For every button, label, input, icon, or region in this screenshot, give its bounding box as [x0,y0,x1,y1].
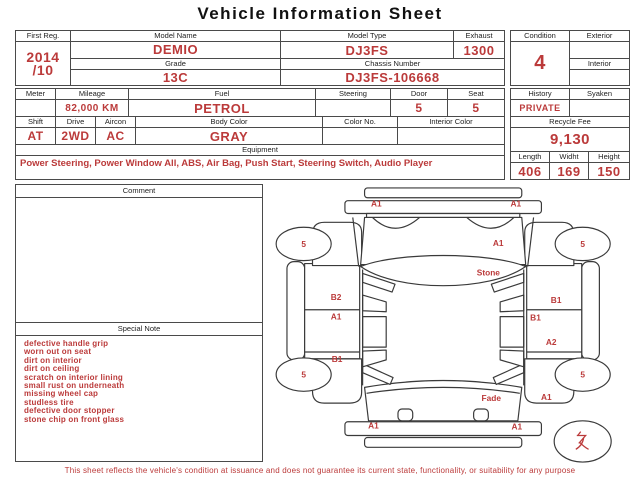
disclaimer-text: This sheet reflects the vehicle's condition at issuance and does not guarantee its current state, functionality, or suitability for any purpose [64,466,576,475]
exterior-value [570,42,629,59]
door-cell [391,89,448,116]
comment-box [15,184,263,323]
trunk-recess-right [474,409,489,421]
damage-label: Fade [481,393,502,404]
exhaust-value: 1300 [463,42,495,58]
shift-label: Shift [16,117,55,128]
model-name-grade-cell [71,31,281,85]
fuel-cell [129,89,316,116]
special-note-item: dirt on interior [24,355,82,365]
comment-label: Comment [16,185,262,198]
seat-value: 5 [472,101,480,115]
special-note-item: studless tire [24,397,74,407]
roof-tab-r3 [500,350,524,367]
page-title: Vehicle Information Sheet [197,4,443,23]
front-top-strip [365,188,522,198]
damage-label: B1 [530,312,541,323]
body-color-label: Body Color [136,117,322,128]
model-type-value: DJ3FS [345,42,389,58]
roof-brace-br [493,364,523,385]
damage-label: A1 [330,311,342,322]
aircon-label: Aircon [96,117,135,128]
mileage-label: Mileage [56,89,128,100]
steering-cell [316,89,391,116]
roof-tab-l3 [363,350,387,367]
damage-label: B2 [330,291,342,302]
meter-value [16,100,55,116]
damage-label: A1 [371,198,382,209]
fuel-value: PETROL [194,100,250,116]
height-label: Height [589,152,629,163]
recycle-fee-value: 9,130 [549,131,591,148]
right-sill [582,262,600,360]
chassis-number-label: Chassis Number [281,59,504,70]
damage-label: A1 [368,420,379,431]
special-note-item: defective door stopper [24,406,115,416]
exterior-interior-cell [570,31,629,85]
special-note-item: scratch on interior lining [24,372,123,382]
interior-color-label: Interior Color [398,117,504,128]
exhaust-label: Exhaust [454,31,504,42]
mileage-cell [56,89,129,116]
door-label: Door [391,89,447,100]
recycle-fee-label: Recycle Fee [511,117,629,128]
seat-cell [448,89,504,116]
width-value: 169 [557,163,581,179]
roof-tab-r1 [500,295,524,312]
vehicle-info-table [15,30,505,86]
model-name-value: DEMIO [71,42,280,59]
first-reg-month: /10 [32,61,54,78]
exterior-label: Exterior [570,31,629,42]
steering-label: Steering [316,89,390,100]
interior-value [570,70,629,86]
front-bumper-lip [367,213,520,217]
length-cell [511,152,550,179]
roof-tab-l2 [363,317,387,347]
first-reg-label: First Reg. [16,31,70,42]
damage-label: A1 [492,237,504,248]
first-reg-year: 2014 [26,48,60,65]
car-outline [276,188,611,462]
left-sill [287,262,305,360]
color-no-cell [323,117,398,144]
special-note-item: stone chip on front glass [24,414,125,424]
grade-value: 13C [162,69,189,85]
comment-value [16,198,262,202]
mileage-value: 82,000 KM [65,102,119,114]
width-cell [550,152,589,179]
specs-table [15,88,505,180]
condition-value: 4 [534,52,546,74]
body-color-cell [136,117,323,144]
interior-label: Interior [570,59,629,70]
shift-cell [16,117,56,144]
rear-bottom-strip [365,437,522,447]
equipment-label: Equipment [16,145,504,156]
model-name-label: Model Name [71,31,280,42]
syaken-value [570,100,629,116]
drive-label: Drive [56,117,95,128]
trunk-recess-left [398,409,413,421]
height-cell [589,152,629,179]
aircon-value: AC [106,129,125,143]
history-cell [511,89,570,116]
special-note-item: missing wheel cap [24,389,99,399]
width-label: Widht [550,152,588,163]
height-value: 150 [597,163,621,179]
damage-label: 5 [580,369,586,380]
exhaust-cell [453,31,504,58]
damage-label: A2 [545,337,557,348]
condition-table [510,30,630,86]
special-note-label: Special Note [16,323,262,336]
condition-cell [511,31,570,85]
special-note-item: defective handle grip [24,339,109,348]
damage-label: B1 [331,353,343,364]
special-note-list [16,336,262,424]
chassis-number-value: DJ3FS-106668 [345,70,440,85]
meter-label: Meter [16,89,55,100]
length-value: 406 [518,163,542,179]
seat-label: Seat [448,89,504,100]
special-note-item: worn out on seat [24,347,92,357]
first-reg-value [16,42,70,85]
damage-label: A1 [510,198,522,209]
history-value: PRIVATE [519,103,561,113]
syaken-label: Syaken [570,89,629,100]
grade-label: Grade [71,59,280,70]
color-no-value [323,128,397,144]
history-table [510,88,630,180]
door-value: 5 [415,101,423,115]
car-damage-diagram [268,185,638,465]
roof-tab-l1 [363,295,387,312]
color-no-label: Color No. [323,117,397,128]
condition-label: Condition [511,31,569,42]
equipment-value: Power Steering, Power Window All, ABS, Air Bag, Push Start, Steering Switch, Audio Player [20,158,433,169]
fuel-label: Fuel [129,89,315,100]
model-type-label: Model Type [281,31,453,42]
damage-label: Stone [476,267,500,278]
model-type-chassis-cell [281,31,504,85]
syaken-cell [570,89,629,116]
damage-label: B1 [550,294,562,305]
special-note-box [15,322,263,462]
drive-value: 2WD [61,129,90,143]
length-label: Length [511,152,549,163]
first-reg-cell [16,31,71,85]
car-diagram-svg [268,185,638,465]
drive-cell [56,117,96,144]
interior-color-value [398,128,504,144]
damage-label: 5 [301,369,306,380]
model-type-cell [281,31,453,58]
damage-label: A1 [540,392,552,403]
interior-color-cell [398,117,504,144]
damage-label: A1 [511,421,523,432]
roof-brace-bl [363,364,393,385]
roof-tab-r2 [500,317,524,347]
aircon-cell [96,117,136,144]
meter-cell [16,89,56,116]
body-color-value: GRAY [209,128,249,144]
shift-value: AT [27,129,44,143]
damage-label: 5 [301,238,306,249]
steering-value [316,100,390,116]
special-note-item: dirt on ceiling [24,364,80,374]
history-label: History [511,89,569,100]
special-note-item: small rust on underneath [24,381,125,391]
damage-label: 5 [580,238,586,249]
